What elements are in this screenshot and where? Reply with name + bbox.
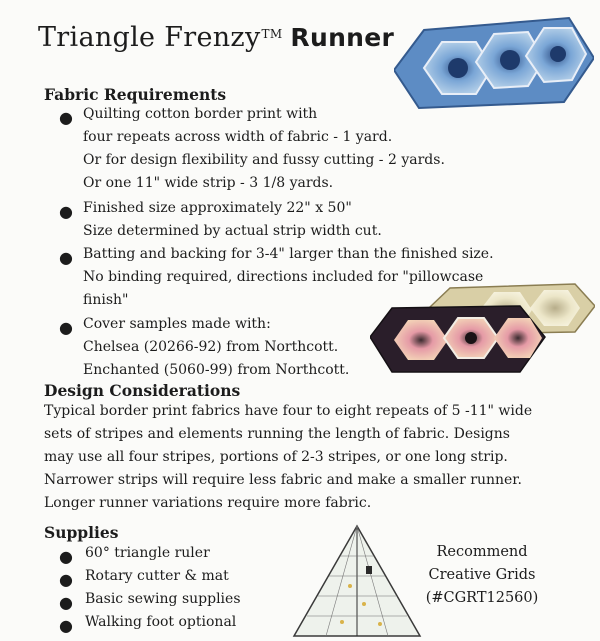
fabric-line: Cover samples made with: (83, 316, 271, 332)
fabric-line: Finished size approximately 22" x 50" (83, 200, 352, 216)
bullet-dot: ● (59, 248, 73, 267)
design-line: may use all four stripes, portions of 2-3 stripes, or one long strip. (44, 449, 508, 465)
design-line: Typical border print fabrics have four to eight repeats of 5 -11" wide (44, 403, 533, 419)
bullet-dot: ● (59, 202, 73, 221)
bullet-dot: ● (59, 570, 73, 589)
fabric-line: Chelsea (20266-92) from Northcott. (83, 339, 339, 355)
supply-item: Basic sewing supplies (85, 591, 241, 607)
fabric-line: four repeats across width of fabric - 1 yard. (83, 129, 393, 145)
section-heading-design: Design Considerations (44, 381, 241, 400)
supply-item: 60° triangle ruler (85, 545, 210, 561)
design-line: Longer runner variations require more fabric. (44, 495, 372, 511)
fabric-line: Or for design flexibility and fussy cutting - 2 yards. (83, 152, 445, 168)
recommend-line: (#CGRT12560) (425, 590, 539, 606)
bullet-dot: ● (59, 108, 73, 127)
fabric-line: finish" (83, 292, 129, 308)
cover-samples-photo (370, 282, 595, 377)
recommend-line: Creative Grids (428, 567, 536, 583)
fabric-line: Quilting cotton border print with (83, 106, 318, 122)
section-heading-fabric: Fabric Requirements (44, 85, 227, 104)
bullet-dot: ● (59, 616, 73, 635)
fabric-line: No binding required, directions included for "pillowcase (83, 269, 484, 285)
fabric-line: Batting and backing for 3-4" larger than the finished size. (83, 246, 494, 262)
supply-item: Rotary cutter & mat (85, 568, 229, 584)
design-line: Narrower strips will require less fabric and make a smaller runner. (44, 472, 522, 488)
fabric-line: Or one 11" wide strip - 3 1/8 yards. (83, 175, 334, 191)
trademark: TM (261, 27, 283, 41)
supply-item: Walking foot optional (85, 614, 237, 630)
bullet-dot: ● (59, 593, 73, 612)
blue-runner-photo (394, 10, 594, 110)
section-heading-supplies: Supplies (44, 523, 119, 542)
page-title: Triangle Frenzy™ Runner (38, 22, 395, 53)
bullet-dot: ● (59, 318, 73, 337)
bullet-dot: ● (59, 547, 73, 566)
recommend-line: Recommend (436, 544, 528, 560)
triangle-ruler-photo (292, 524, 422, 639)
fabric-line: Enchanted (5060-99) from Northcott. (83, 362, 350, 378)
design-line: sets of stripes and elements running the length of fabric. Designs (44, 426, 510, 442)
fabric-line: Size determined by actual strip width cut. (83, 223, 382, 239)
title-runner: Runner (290, 23, 395, 52)
